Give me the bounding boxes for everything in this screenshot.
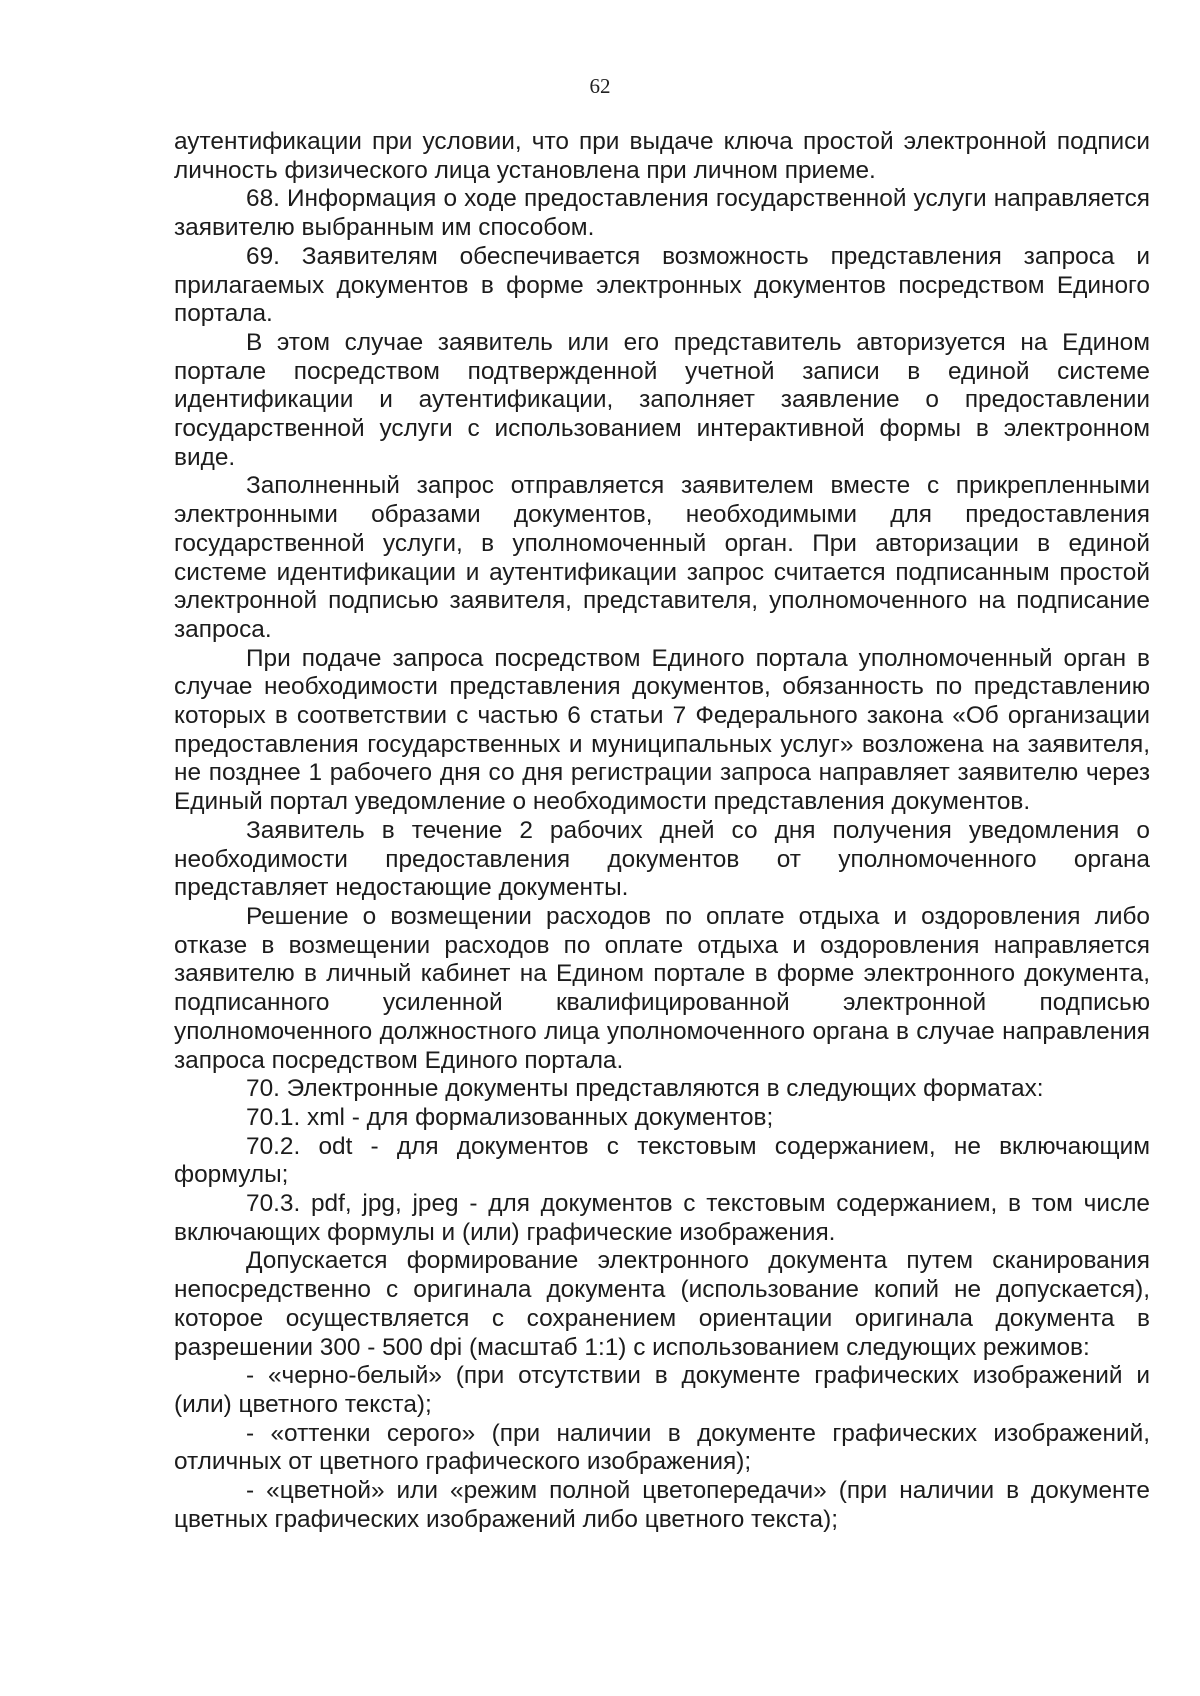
paragraph: - «оттенки серого» (при наличии в документе графических изображений, отличных от цветного графического изображения); [174,1419,1150,1476]
paragraph: В этом случае заявитель или его представитель авторизуется на Едином портале посредством подтвержденной учетной записи в единой системе идентификации и аутентификации, заполняет заявление о предоставлении государственной услуги с использованием интерактивной формы в электронном виде. [174,328,1150,471]
paragraph: 70.3. pdf, jpg, jpeg - для документов с текстовым содержанием, в том числе включающих формулы и (или) графические изображения. [174,1190,1150,1246]
document-body [174,128,1150,1534]
paragraph: Допускается формирование электронного документа путем сканирования непосредственно с оригинала документа (использование копий не допускается), которое осуществляется с сохранением ориентации оригинала документа в разрешении 300 - 500 dpi (масштаб 1:1) с использованием следующих режимов: [174,1247,1150,1361]
paragraph: 70. Электронные документы представляются в следующих форматах: [246,1075,1044,1103]
paragraph: 70.2. odt - для документов с текстовым содержанием, не включающим формулы; [174,1132,1150,1189]
paragraph: Решение о возмещении расходов по оплате отдыха и оздоровления либо отказе в возмещении расходов по оплате отдыха и оздоровления направляется заявителю в личный кабинет на Едином портале в форме электронного документа, подписанного усиленной квалифицированной электронной подписью уполномоченного должностного лица уполномоченного органа в случае направления запроса посредством Единого портала. [174,902,1150,1074]
paragraph: При подаче запроса посредством Единого портала уполномоченный орган в случае необходимости представления документов, обязанность по представлению которых в соответствии с частью 6 статьи 7 Федерального закона «Об организации предоставления государственных и муниципальных услуг» возложена на заявителя, не позднее 1 рабочего дня со дня регистрации запроса направляет заявителю через Единый портал уведомление о необходимости представления документов. [174,644,1150,816]
paragraph: 70.1. xml - для формализованных документов; [246,1103,774,1131]
paragraph: 68. Информация о ходе предоставления государственной услуги направляется заявителю выбранным им способом. [174,185,1150,242]
paragraph: - «цветной» или «режим полной цветопередачи» (при наличии в документе цветных графических изображений либо цветного текста); [174,1477,1150,1533]
paragraph: Заполненный запрос отправляется заявителем вместе с прикрепленными электронными образами документов, необходимыми для предоставления государственной услуги, в уполномоченный орган. При авторизации в единой системе идентификации и аутентификации запрос считается подписанным простой электронной подписью заявителя, представителя, уполномоченного на подписание запроса. [174,472,1150,643]
paragraph: Заявитель в течение 2 рабочих дней со дня получения уведомления о необходимости предоставления документов от уполномоченного органа представляет недостающие документы. [174,816,1150,902]
paragraph: 69. Заявителям обеспечивается возможность представления запроса и прилагаемых документов в форме электронных документов посредством Единого портала. [174,242,1150,328]
page-number: 62 [589,74,611,98]
paragraph: аутентификации при условии, что при выдаче ключа простой электронной подписи личность физического лица установлена при личном приеме. [174,128,1150,184]
paragraph: - «черно-белый» (при отсутствии в документе графических изображений и (или) цветного текста); [174,1362,1150,1418]
